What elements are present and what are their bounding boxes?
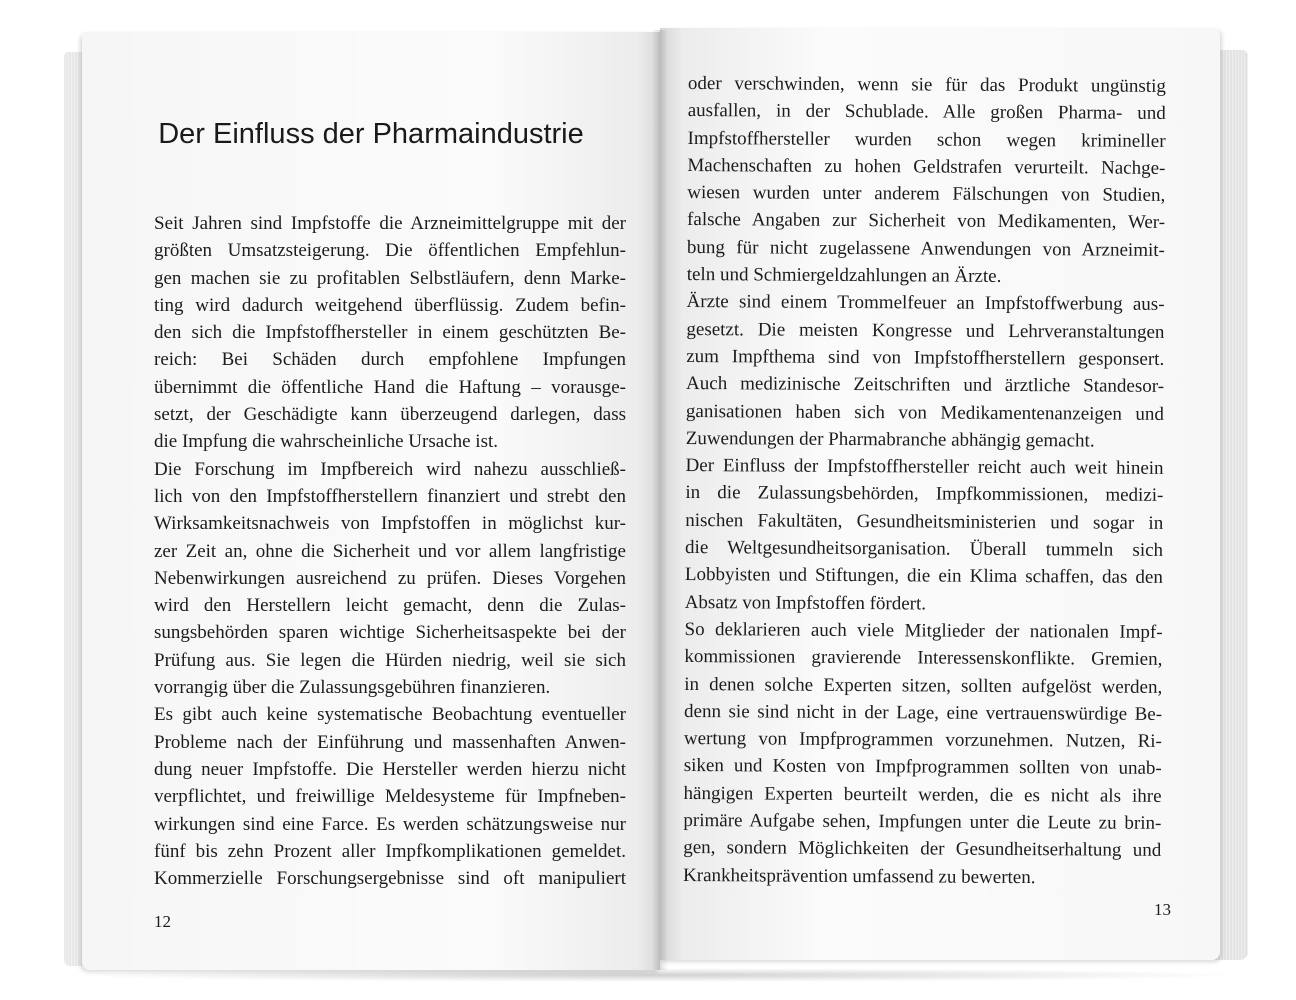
paragraph	[154, 456, 626, 702]
text-line: hängigen Experten beurteilt werden, die es nicht als ihre	[683, 782, 1162, 807]
text-line: zum Impfthema sind von Impfstoffherstellern gesponsert.	[686, 345, 1165, 370]
text-line: ausfallen, in der Schublade. Alle großen Pharma- und	[687, 100, 1166, 125]
text-line: denn sie sind nicht in der Lage, eine vertrauenswürdige Be-	[684, 700, 1163, 725]
text-line: ganisationen haben sich von Medikamentenanzeigen und	[685, 400, 1164, 425]
text-line: wird den Herstellern leicht gemacht, denn die Zulas-	[154, 595, 626, 617]
paragraph	[685, 452, 1164, 619]
text-line: Lobbyisten und Stiftungen, die ein Klima schaffen, das den	[684, 564, 1163, 589]
text-line: sungsbehörden sparen wichtige Sicherheitsaspekte bei der	[154, 622, 626, 644]
text-line: kommissionen gravierende Interessenskonflikte. Gremien,	[684, 646, 1163, 671]
text-line: teln und Schmiergeldzahlungen an Ärzte.	[686, 264, 1002, 287]
text-line: primäre Aufgabe sehen, Impfungen unter die Leute zu brin-	[683, 810, 1162, 834]
text-line: Die Forschung im Impfbereich wird nahezu ausschließ-	[154, 458, 626, 480]
text-line: wirkungen sind eine Farce. Es werden schätzungsweise nur	[154, 813, 626, 835]
text-line: Seit Jahren sind Impfstoffe die Arzneimittelgruppe mit der	[154, 213, 626, 234]
text-line: Prüfung aus. Sie legen die Hürden niedrig, weil sie sich	[154, 649, 626, 671]
text-line: reich: Bei Schäden durch empfohlene Impfungen	[154, 349, 626, 371]
text-line: So deklarieren auch viele Mitglieder der nationalen Impf-	[684, 618, 1163, 643]
text-line: verpflichtet, und freiwillige Meldesysteme für Impfneben-	[154, 786, 626, 808]
text-line: die Impfung die wahrscheinliche Ursache ist.	[154, 431, 498, 453]
text-line: gen, sondern Möglichkeiten der Gesundheitserhaltung und	[683, 837, 1162, 862]
text-line: nischen Fakultäten, Gesundheitsministerien und sogar in	[685, 509, 1164, 534]
text-line: Probleme nach der Einführung und massenhaften Anwen-	[154, 731, 626, 753]
page-number: 13	[1154, 900, 1171, 919]
text-line: Der Einfluss der Impfstoffhersteller reicht auch weit hinein	[685, 455, 1164, 480]
text-line: Auch medizinische Zeitschriften und ärztliche Standesor-	[686, 373, 1165, 398]
text-line: zer Zeit an, ohne die Sicherheit und vor allem langfristige	[154, 540, 626, 562]
text-line: übernimmt die öffentliche Hand die Haftung – vorausge-	[154, 376, 626, 398]
text-line: vorrangig über die Zulassungsgebühren finanzieren.	[154, 677, 551, 699]
paragraph	[154, 701, 626, 892]
text-line: Krankheitsprävention umfassend zu bewerten.	[683, 864, 1036, 888]
text-line: ting wird dadurch weitgehend überflüssig. Zudem befin-	[154, 294, 626, 316]
paragraph	[687, 70, 1166, 291]
text-line: Machenschaften zu hohen Geldstrafen verurteilt. Nachge-	[687, 154, 1166, 179]
text-line: Nebenwirkungen ausreichend zu prüfen. Dieses Vorgehen	[154, 567, 626, 589]
text-line: Ärzte sind einem Trommelfeuer an Impfstoffwerbung aus-	[686, 291, 1165, 316]
text-line: dung neuer Impfstoffe. Die Hersteller werden hierzu nicht	[154, 758, 626, 780]
right-page	[660, 28, 1220, 960]
text-line: Impfstoffhersteller wurden schon wegen krimineller	[687, 127, 1166, 152]
left-page-text	[154, 210, 626, 892]
text-line: fünf bis zehn Prozent aller Impfkomplikationen gemeldet.	[154, 840, 626, 862]
text-line: Absatz von Impfstoffen fördert.	[684, 591, 927, 615]
text-line: lich von den Impfstoffherstellern finanziert und strebt den	[154, 485, 626, 507]
text-line: in die Zulassungsbehörden, Impfkommissionen, medizi-	[685, 482, 1164, 507]
book-gutter	[652, 30, 668, 970]
text-line: falsche Angaben zur Sicherheit von Medikamenten, Wer-	[687, 209, 1166, 234]
page-number: 12	[154, 912, 171, 931]
text-line: Es gibt auch keine systematische Beobachtung eventueller	[154, 704, 626, 726]
text-line: wertung von Impfprogrammen vorzunehmen. Nutzen, Ri-	[683, 728, 1162, 753]
text-line: Kommerzielle Forschungsergebnisse sind oft manipuliert	[154, 868, 626, 890]
text-line: den sich die Impfstoffhersteller in einem geschützten Be-	[154, 322, 626, 344]
text-line: bung für nicht zugelassene Anwendungen von Arzneimit-	[686, 236, 1165, 261]
text-line: setzt, der Geschädigte kann überzeugend darlegen, dass	[154, 404, 626, 426]
right-page-text	[683, 70, 1166, 892]
text-line: gesetzt. Die meisten Kongresse und Lehrveranstaltungen	[686, 318, 1165, 343]
paragraph	[154, 210, 626, 456]
text-line: Wirksamkeitsnachweis von Impfstoffen in möglichst kur-	[154, 513, 626, 535]
paragraph	[686, 288, 1165, 455]
text-line: Zuwendungen der Pharmabranche abhängig gemacht.	[685, 427, 1095, 452]
text-line: siken und Kosten von Impfprogrammen sollten von unab-	[683, 755, 1162, 780]
text-line: größten Umsatzsteigerung. Die öffentlichen Empfehlun-	[154, 240, 626, 262]
text-line: in denen solche Experten sitzen, sollten aufgelöst werden,	[684, 673, 1163, 698]
left-page	[82, 32, 660, 970]
paragraph	[683, 616, 1163, 892]
text-line: wiesen wurden unter anderem Fälschungen von Studien,	[687, 182, 1166, 207]
text-line: die Weltgesundheitsorganisation. Überall tummeln sich	[685, 537, 1164, 561]
book-shadow	[60, 968, 1250, 982]
chapter-title: Der Einfluss der Pharmaindustrie	[158, 118, 584, 150]
text-line: oder verschwinden, wenn sie für das Produkt ungünstig	[687, 72, 1166, 97]
text-line: gen machen sie zu profitablen Selbstläufern, denn Marke-	[154, 267, 626, 289]
